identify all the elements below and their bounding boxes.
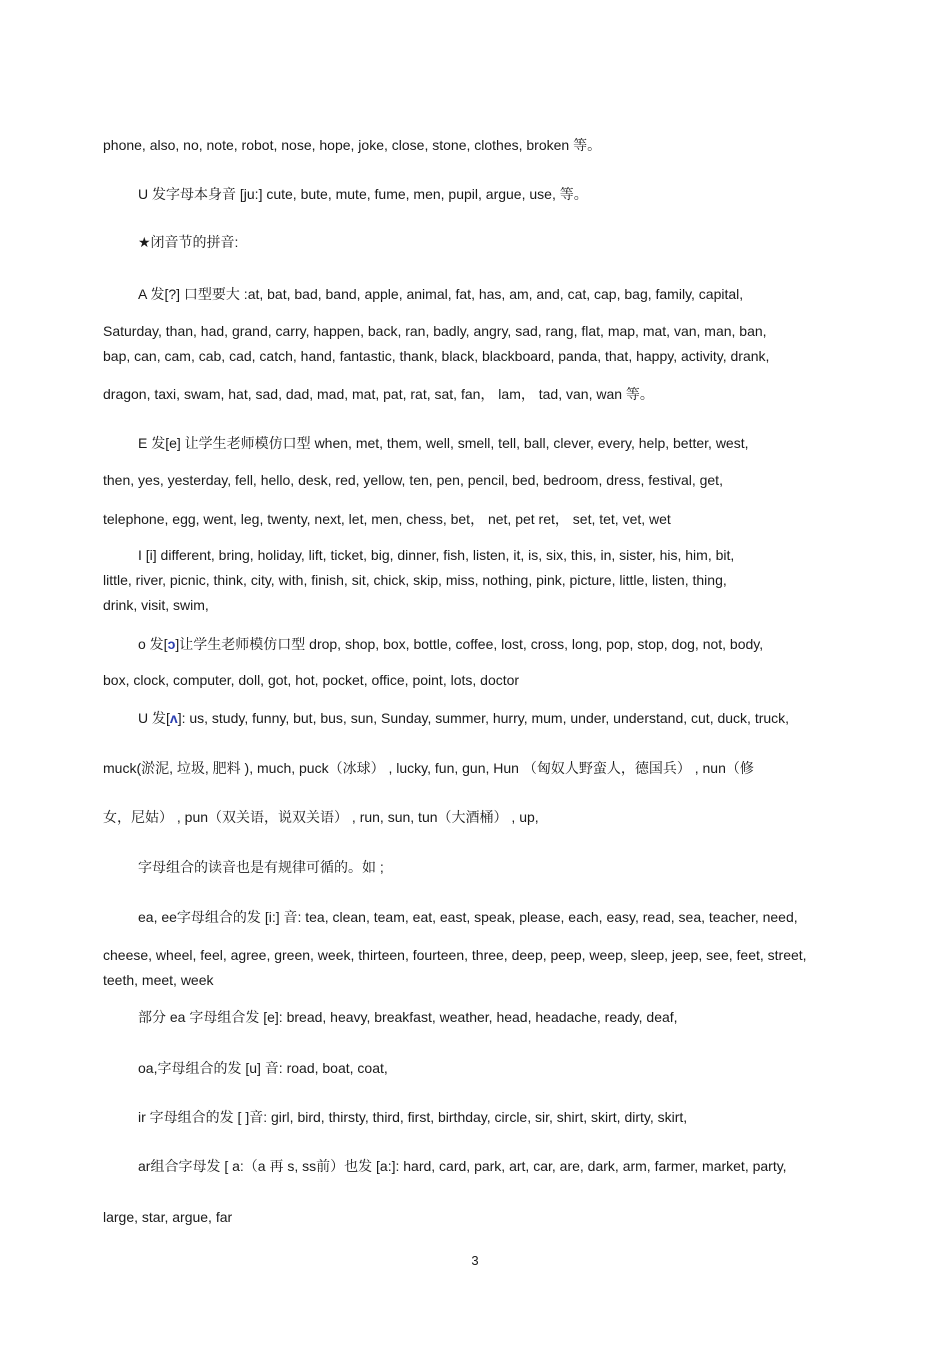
text-line: drink, visit, swim, — [103, 597, 209, 613]
text-line: bap, can, cam, cab, cad, catch, hand, fantastic, thank, black, blackboard, panda, that, happy, activity, drank, — [103, 348, 770, 364]
text-line: E 发[e] 让学生老师模仿口型 when, met, them, well, smell, tell, ball, clever, every, help, better, west, — [138, 435, 749, 451]
text-line: 女，尼姑） , pun（双关语，说双关语） , run, sun, tun（大酒桶） , up, — [103, 809, 539, 825]
phonetic-symbol: ɔ — [167, 636, 176, 652]
text-line: 部分 ea 字母组合发 [e]: bread, heavy, breakfast, weather, head, headache, ready, deaf, — [138, 1009, 678, 1025]
phonetic-symbol: ʌ — [169, 710, 178, 726]
text-line: oa,字母组合的发 [u] 音: road, boat, coat, — [138, 1060, 388, 1076]
page-number: 3 — [471, 1253, 479, 1268]
text-line: dragon, taxi, swam, hat, sad, dad, mad, mat, pat, rat, sat, fan， lam， tad, van, wan 等。 — [103, 386, 654, 402]
text-line: phone, also, no, note, robot, nose, hope, joke, close, stone, clothes, broken 等。 — [103, 137, 602, 153]
text-line: Saturday, than, had, grand, carry, happen, back, ran, badly, angry, sad, rang, flat, map, mat, van, man, ban, — [103, 323, 767, 339]
text-segment: ]: us, study, funny, but, bus, sun, Sunday, summer, hurry, mum, under, understand, cut, duck, truck, — [177, 710, 790, 726]
text-line: ea, ee字母组合的发 [i:] 音: tea, clean, team, eat, east, speak, please, each, easy, read, sea, teacher, need, — [138, 909, 798, 925]
text-line: U 发字母本身音 [ju:] cute, bute, mute, fume, men, pupil, argue, use, 等。 — [138, 186, 588, 202]
text-line: large, star, argue, far — [103, 1209, 233, 1225]
text-line: A 发[?] 口型要大 :at, bat, bad, band, apple, animal, fat, has, am, and, cat, cap, bag, family, capital, — [138, 286, 744, 302]
section-heading: ★闭音节的拼音: — [138, 234, 239, 250]
text-line: 字母组合的读音也是有规律可循的。如 ; — [138, 859, 384, 875]
text-line: ir 字母组合的发 [ ]音: girl, bird, thirsty, third, first, birthday, circle, sir, shirt, skirt, dirty, skirt, — [138, 1109, 688, 1125]
text-segment: ]让学生老师模仿口型 drop, shop, box, bottle, coffee, lost, cross, long, pop, stop, dog, not, body, — [175, 636, 764, 652]
text-line: little, river, picnic, think, city, with, finish, sit, chick, skip, miss, nothing, pink, picture, little, listen, thing, — [103, 572, 727, 588]
text-line: box, clock, computer, doll, got, hot, pocket, office, point, lots, doctor — [103, 672, 520, 688]
text-line: cheese, wheel, feel, agree, green, week, thirteen, fourteen, three, deep, peep, weep, sleep, jeep, see, feet, street, — [103, 947, 807, 963]
text-segment: o 发[ — [138, 636, 168, 652]
text-segment: U 发[ — [138, 710, 170, 726]
text-line: muck(淤泥, 垃圾, 肥料 ), much, puck（冰球） , lucky, fun, gun, Hun （匈奴人野蛮人，德国兵） , nun（修 — [103, 760, 754, 776]
text-line-o — [138, 635, 855, 653]
text-line-u — [138, 709, 855, 727]
text-line: ar组合字母发 [ a:（a 再 s, ss前）也发 [a:]: hard, card, park, art, car, are, dark, arm, farmer, market, party, — [138, 1158, 787, 1174]
text-line: I [i] different, bring, holiday, lift, ticket, big, dinner, fish, listen, it, is, six, this, in, sister, his, him, bit, — [138, 547, 735, 563]
text-line: teeth, meet, week — [103, 972, 214, 988]
text-line: then, yes, yesterday, fell, hello, desk, red, yellow, ten, pen, pencil, bed, bedroom, dress, festival, get, — [103, 472, 723, 488]
text-line: telephone, egg, went, leg, twenty, next, let, men, chess, bet， net, pet ret， set, tet, vet, wet — [103, 511, 671, 527]
